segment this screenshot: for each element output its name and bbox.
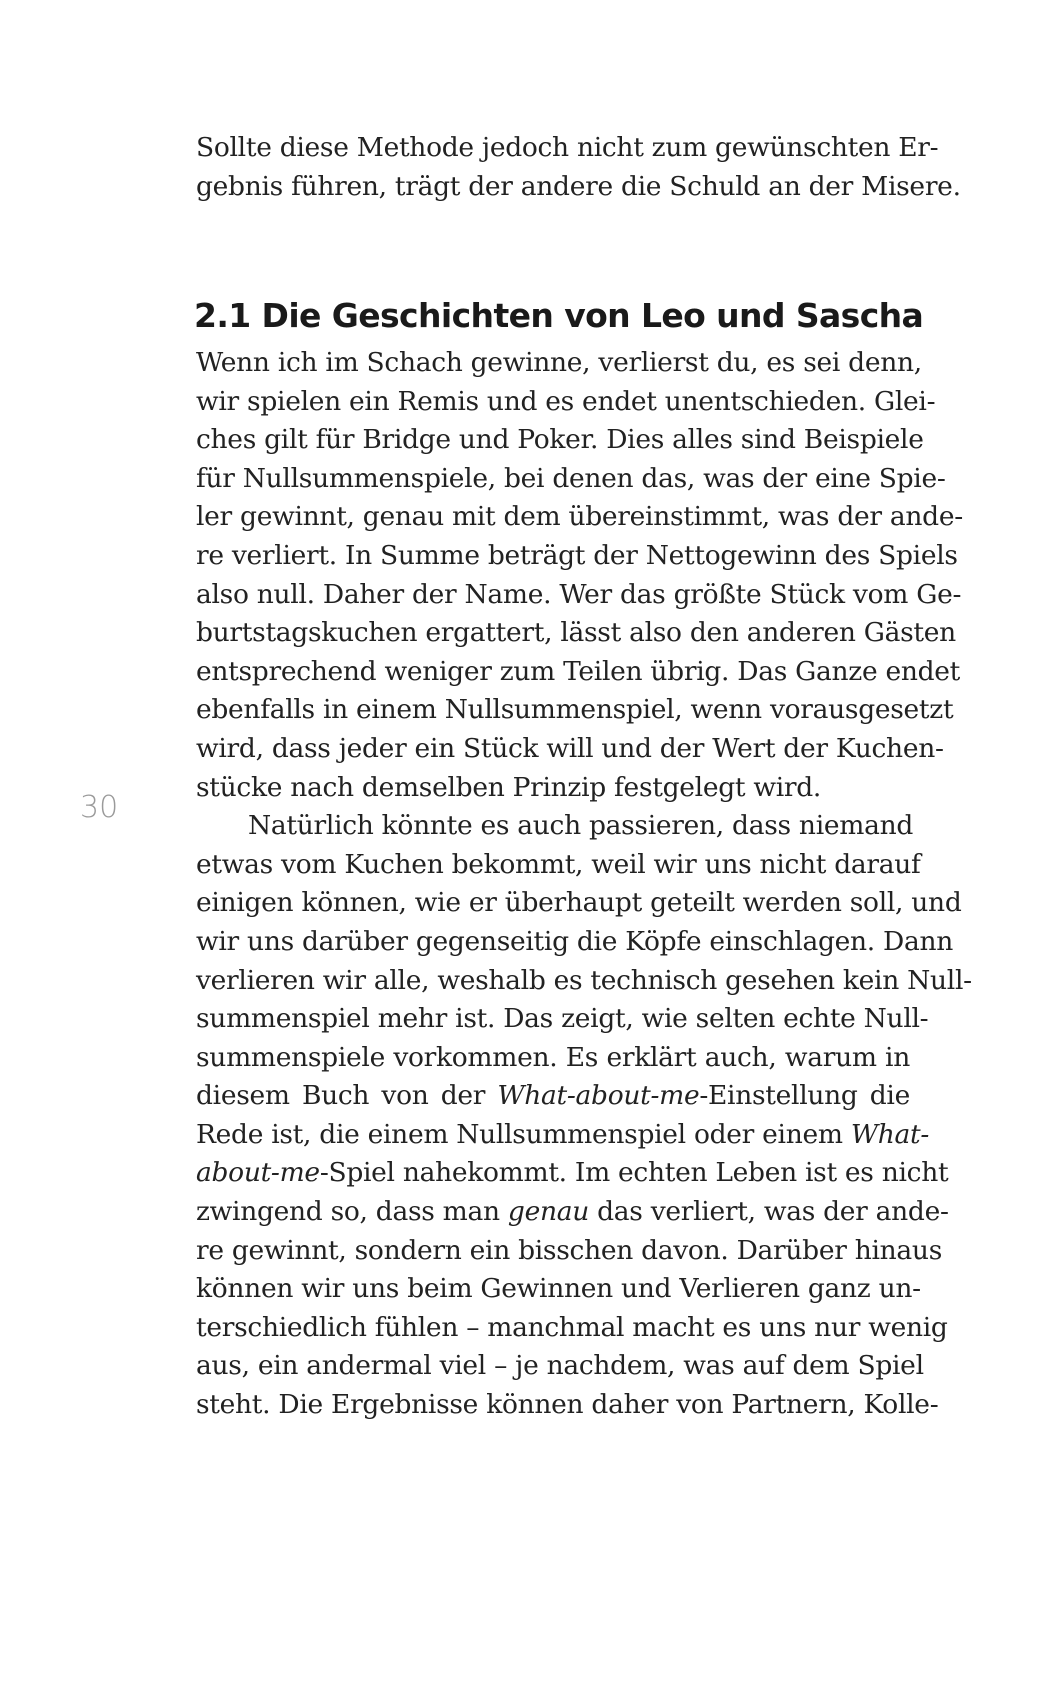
text-line: einigen können, wie er überhaupt geteilt werden soll, und (196, 887, 962, 919)
text-line: wir uns darüber gegenseitig die Köpfe einschlagen. Dann (196, 925, 953, 957)
italic-term: What- (850, 1118, 930, 1150)
text-line: für Nullsummenspiele, bei denen das, was der eine Spie- (196, 462, 946, 494)
intro-paragraph (196, 129, 961, 206)
text-line: aus, ein andermal viel – je nachdem, was auf dem Spiel (196, 1350, 924, 1382)
text-run: das verliert, was der ande- (589, 1196, 949, 1228)
text-line: Sollte diese Methode jedoch nicht zum gewünschten Er- (196, 132, 939, 163)
text-line: ler gewinnt, genau mit dem übereinstimmt, was der ande- (196, 501, 963, 533)
italic-term: What-about-me (497, 1080, 700, 1112)
text-line: gebnis führen, trägt der andere die Schuld an der Misere. (196, 170, 961, 202)
text-line: ebenfalls in einem Nullsummenspiel, wenn vorausgesetzt (196, 694, 954, 726)
text-line (196, 1116, 930, 1155)
text-line: etwas vom Kuchen bekommt, weil wir uns nicht darauf (196, 848, 921, 880)
section-heading: 2.1 Die Geschichten von Leo und Sascha (194, 296, 924, 335)
italic-term: genau (507, 1196, 589, 1228)
text-line: also null. Daher der Name. Wer das größte Stück vom Ge- (196, 578, 962, 610)
text-line: re gewinnt, sondern ein bisschen davon. Darüber hinaus (196, 1234, 942, 1266)
text-run: -Spiel nahekommt. Im echten Leben ist es nicht (319, 1157, 949, 1189)
text-line (196, 1077, 910, 1116)
text-line: ches gilt für Bridge und Poker. Dies alles sind Beispiele (196, 424, 924, 456)
text-run: -Einstellung die (699, 1080, 910, 1112)
text-line: summenspiele vorkommen. Es erklärt auch, warum in (196, 1041, 910, 1073)
text-line: Natürlich könnte es auch passieren, dass niemand (248, 810, 914, 842)
text-line: entsprechend weniger zum Teilen übrig. Das Ganze endet (196, 655, 961, 687)
text-line: steht. Die Ergebnisse können daher von Partnern, Kolle- (196, 1389, 939, 1421)
text-line: burtstagskuchen ergattert, lässt also den anderen Gästen (196, 617, 956, 649)
paragraph-1 (196, 344, 972, 1425)
text-line: wird, dass jeder ein Stück will und der Wert der Kuchen- (196, 732, 944, 764)
text-line: wir spielen ein Remis und es endet unentschieden. Glei- (196, 385, 936, 417)
page-number: 30 (80, 790, 119, 825)
text-line: stücke nach demselben Prinzip festgelegt wird. (196, 771, 822, 803)
text-line: können wir uns beim Gewinnen und Verlieren ganz un- (196, 1273, 921, 1305)
italic-term: about-me (196, 1157, 320, 1189)
text-line: Wenn ich im Schach gewinne, verlierst du, es sei denn, (196, 347, 922, 378)
text-run: diesem Buch von der (196, 1080, 498, 1112)
text-run: zwingend so, dass man (196, 1196, 508, 1228)
text-line: verlieren wir alle, weshalb es technisch gesehen kein Null- (196, 964, 972, 996)
text-run: Rede ist, die einem Nullsummenspiel oder einem (196, 1118, 851, 1150)
text-line: re verliert. In Summe beträgt der Nettogewinn des Spiels (196, 539, 958, 571)
text-line: summenspiel mehr ist. Das zeigt, wie selten echte Null- (196, 1003, 929, 1035)
text-line: terschiedlich fühlen – manchmal macht es uns nur wenig (196, 1311, 948, 1343)
text-line (196, 1193, 949, 1232)
text-line (196, 1154, 949, 1193)
